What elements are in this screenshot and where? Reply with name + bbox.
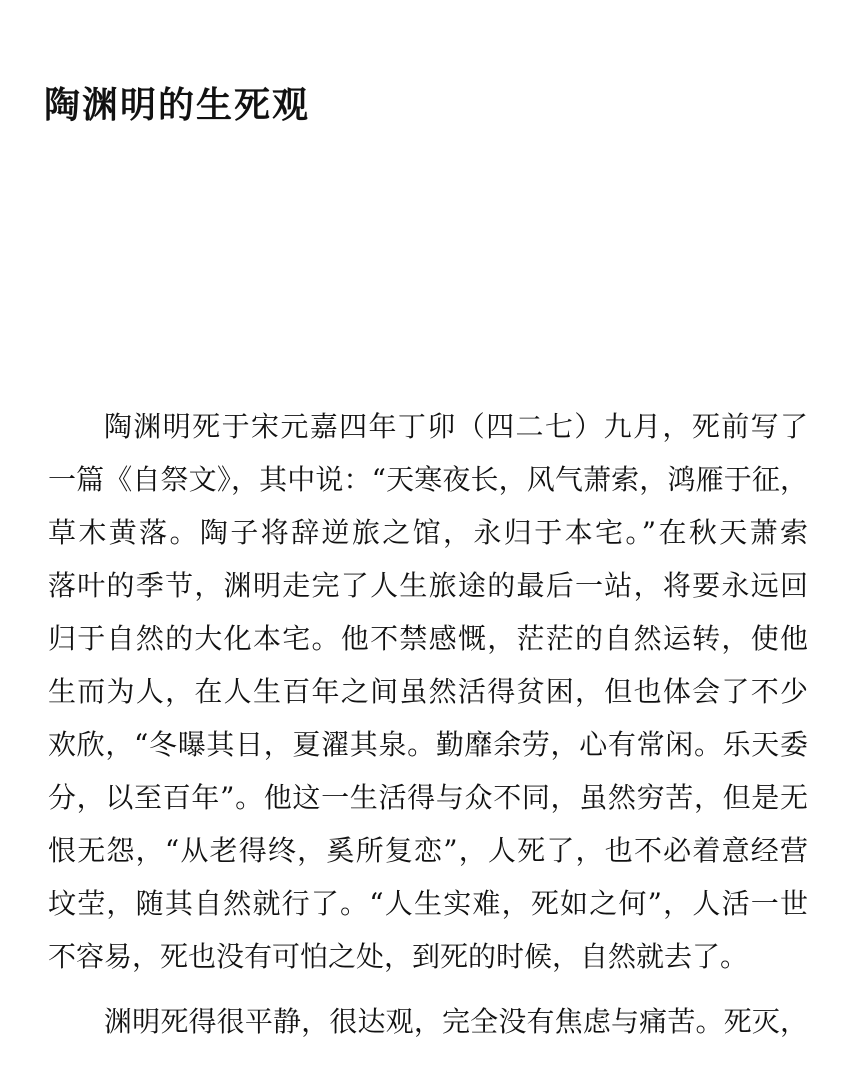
text-line: 陶渊明死于宋元嘉四年丁卯（四二七）九月，死前写了 [104, 410, 808, 443]
text-line: 不容易，死也没有可怕之处，到死的时候，自然就去了。 [48, 940, 749, 973]
text-line: 渊明死得很平静，很达观，完全没有焦虑与痛苦。死灭， [104, 1005, 808, 1038]
text-line: 恨无怨，“从老得终，奚所复恋”，人死了，也不必着意经营 [48, 834, 808, 867]
paragraph-1 [48, 400, 808, 983]
text-line: 归于自然的大化本宅。他不禁感慨，茫茫的自然运转，使他 [48, 622, 808, 655]
text-line: 草木黄落。陶子将辞逆旅之馆，永归于本宅。”在秋天萧索 [48, 516, 808, 549]
paragraph-2 [48, 995, 808, 1048]
text-line: 分，以至百年”。他这一生活得与众不同，虽然穷苦，但是无 [48, 781, 808, 814]
body-text [48, 400, 808, 1048]
text-line: 欢欣，“冬曝其日，夏濯其泉。勤靡余劳，心有常闲。乐天委 [48, 728, 808, 761]
text-line: 生而为人，在人生百年之间虽然活得贫困，但也体会了不少 [48, 675, 808, 708]
text-line: 一篇《自祭文》，其中说：“天寒夜长，风气萧索，鸿雁于征， [48, 463, 808, 496]
page-title: 陶渊明的生死观 [44, 84, 311, 126]
text-line: 落叶的季节，渊明走完了人生旅途的最后一站，将要永远回 [48, 569, 808, 602]
text-line: 坟茔，随其自然就行了。“人生实难，死如之何”，人活一世 [48, 887, 808, 920]
